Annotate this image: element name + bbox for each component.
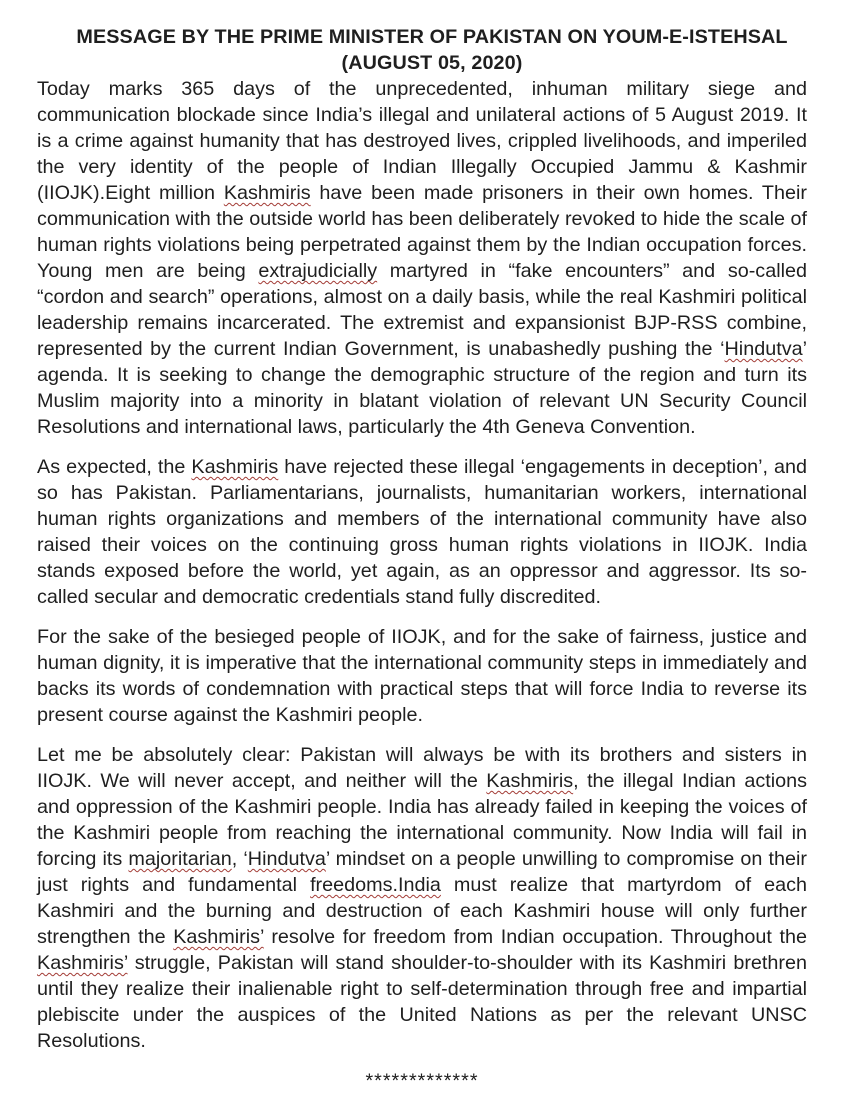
footer-separator: ************* [365, 1070, 479, 1092]
text-segment: Today marks 365 days of the unprecedented, inhuman military siege and communication blockade since India’s illegal and unilateral actions of 5 August 2019. It is a crime against humanity that has destroyed lives, crippled livelihoods, and imperiled the very identity of the people of Indian Illegally Occupied Jammu & Kashmir (IIOJK).Eight million [37, 78, 807, 204]
paragraph [37, 742, 807, 1054]
text-segment: , ‘ [231, 848, 248, 870]
misspelled-word: Kashmiris’ [37, 952, 128, 974]
text-segment: Let me be absolutely clear: Pakistan will always be with its brothers and sisters in IIOJK. We will never accept, and neither will the [37, 744, 807, 792]
text-segment: , the illegal Indian actions and oppression of the Kashmiri people. India has already failed in keeping the voices of the Kashmiri people from reaching the international community. Now India will fail in forcing its [37, 770, 807, 870]
document-body [37, 76, 807, 1054]
text-segment: ’ agenda. It is seeking to change the demographic structure of the region and turn its Muslim majority into a minority in blatant violation of relevant UN Security Council Resolutions and international laws, particularly the 4th Geneva Convention. [37, 338, 807, 438]
text-segment: must realize that martyrdom of each Kashmiri and the burning and destruction of each Kashmiri house will only further strengthen the [37, 874, 807, 948]
misspelled-word: Kashmiris [191, 456, 279, 478]
misspelled-word: Hindutva [247, 848, 326, 870]
text-segment: have been made prisoners in their own homes. Their communication with the outside world has been deliberately revoked to hide the scale of human rights violations being perpetrated against them by the Indian occupation forces. Young men are being [37, 182, 807, 282]
title-line-1: MESSAGE BY THE PRIME MINISTER OF PAKISTAN ON YOUM-E-ISTEHSAL [76, 26, 788, 48]
text-segment: For the sake of the besieged people of IIOJK, and for the sake of fairness, justice and human dignity, it is imperative that the international community steps in immediately and backs its words of condemnation with practical steps that will force India to reverse its present course against the Kashmiri people. [37, 626, 807, 726]
document-title [37, 24, 827, 76]
text-segment: martyred in “fake encounters” and so-called “cordon and search” operations, almost on a daily basis, while the real Kashmiri political leadership remains incarcerated. The extremist and expansionist BJP-RSS combine, represented by the current Indian Government, is unabashedly pushing the ‘ [37, 260, 807, 360]
paragraph [37, 624, 807, 728]
misspelled-word: extrajudicially [258, 260, 378, 282]
paragraph [37, 76, 807, 440]
paragraph [37, 454, 807, 610]
text-segment: As expected, the [37, 456, 192, 478]
text-segment: have rejected these illegal ‘engagements in deception’, and so has Pakistan. Parliamentarians, journalists, humanitarian workers, international human rights organizations and members of the international community have also raised their voices on the continuing gross human rights violations in IIOJK. India stands exposed before the world, yet again, as an oppressor and aggressor. Its so-called secular and democratic credentials stand fully discredited. [37, 456, 807, 608]
misspelled-word: Kashmiris [486, 770, 574, 792]
text-segment: struggle, Pakistan will stand shoulder-to-shoulder with its Kashmiri brethren until they realize their inalienable right to self-determination through free and impartial plebiscite under the auspices of the United Nations as per the relevant UNSC Resolutions. [37, 952, 807, 1052]
misspelled-word: freedoms.India [310, 874, 441, 896]
misspelled-word: majoritarian [128, 848, 232, 870]
text-segment: resolve for freedom from Indian occupation. Throughout the [263, 926, 808, 948]
text-segment: ’ mindset on a people unwilling to compromise on their just rights and fundamental [37, 848, 807, 896]
misspelled-word: Kashmiris [223, 182, 311, 204]
misspelled-word: Hindutva [724, 338, 803, 360]
misspelled-word: Kashmiris’ [173, 926, 264, 948]
title-line-2: (AUGUST 05, 2020) [341, 52, 523, 74]
